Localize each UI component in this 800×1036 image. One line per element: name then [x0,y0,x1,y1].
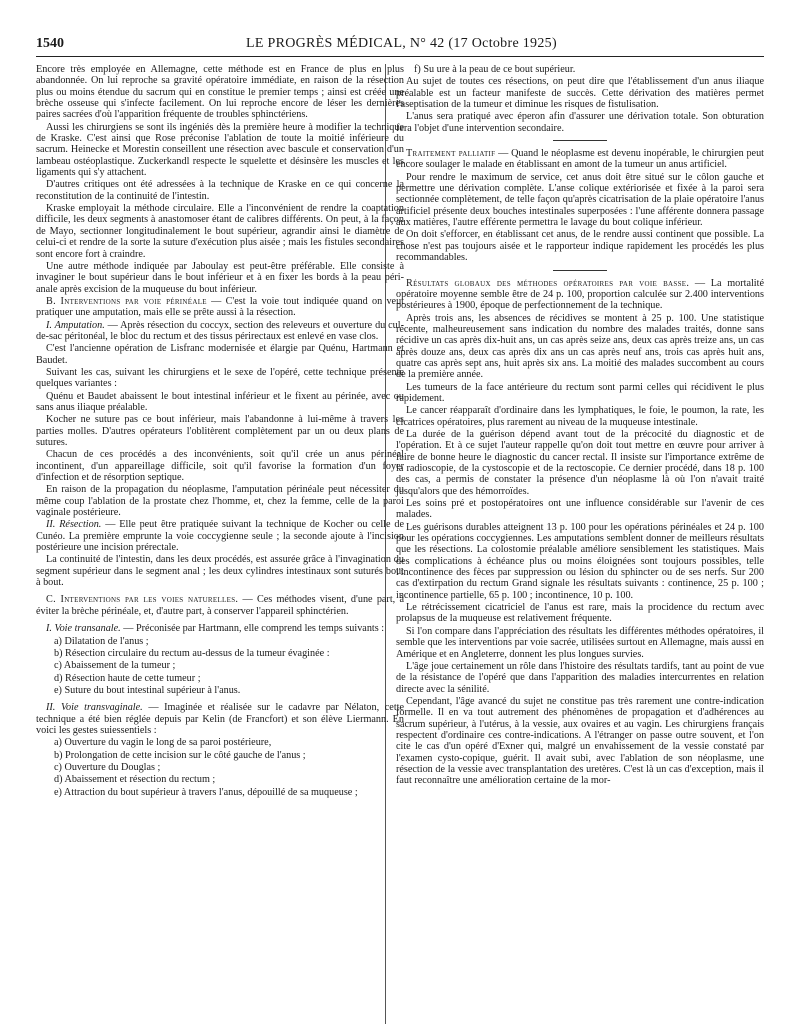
list-item: a) Dilatation de l'anus ; [54,635,149,647]
paragraph: Les soins pré et postopératoires ont une influence considérable sur l'avenir de ces malades. [396,498,764,521]
paragraph: Kocher ne suture pas ce bout inférieur, mais l'abandonne à lui-même à travers les parties molles. D'autres opérateurs l'oblitèrent complètement par un ou deux plans de sutures. [36,414,404,448]
list-item: d) Résection haute de cette tumeur ; [54,672,201,684]
section-heading: Traitement palliatif [406,148,496,160]
list-item: d) Abaissement et résection du rectum ; [54,774,216,786]
paragraph: L'âge joue certainement un rôle dans l'histoire des résultats tardifs, tant au point de vue de la résistance de l'opéré que dans l'apparition des maladies intercurrentes en relation directe avec la sénilité. [396,660,764,695]
list-item: a) Ouverture du vagin le long de sa paroi postérieure, [54,737,272,749]
subsection-heading: II. Voie transvaginale. [46,702,143,714]
subsection-text: — Après résection du coccyx, section des releveurs et ouverture du cul-de-sac péritonéal, le bloc du rectum et des tissus périrectaux est enlevé en vase clos. [36,319,404,342]
paragraph: Le rétrécissement cicatriciel de l'anus est rare, mais la procidence du rectum avec prolapsus de la muqueuse est relativement fréquente. [396,602,764,625]
section-resultats [396,278,764,312]
section-palliatif [396,148,764,171]
paragraph: L'anus sera pratiqué avec éperon afin d'assurer une dérivation totale. Son obturation fera l'objet d'une intervention secondaire. [396,111,764,134]
paragraph: La continuité de l'intestin, dans les deux procédés, est assurée grâce à l'invagination du segment supérieur dans le segment anal ; les deux cylindres intestinaux sont suturés bout à bout. [36,554,404,589]
section-text: — C'est la voie tout indiquée quand on veut pratiquer une amputation, mais elle se prête aussi à la résection. [36,295,404,319]
paragraph: Les tumeurs de la face antérieure du rectum sont parmi celles qui récidivent le plus rapidement. [396,381,764,404]
section-rule [553,270,607,271]
paragraph: La durée de la guérison dépend avant tout de la précocité du diagnostic et de l'opération. Et à ce sujet l'auteur rappelle qu'on doit tout mettre en œuvre pour arriver à faire de bonne heure le diagnostic du cancer rectal. Il insiste sur l'importance extrême de la radioscopie, de la cystoscopie et de la rectoscopie. Ce dernier procédé, dans 18 p. 100 des cas, a permis de constater la présence d'un néoplasme là où l'on n'avait traité jusqu'alors que des hémorroïdes. [396,428,764,497]
section-text: — Ces méthodes visent, d'une part, à éviter la brèche périnéale, et, d'autre part, à conserver l'appareil sphinctérien. [36,594,404,617]
paragraph: Quénu et Baudet abaissent le bout intestinal inférieur et le fixent au périnée, avec ou sans anus iliaque préalable. [36,390,404,413]
paragraph: Le cancer réapparaît d'ordinaire dans les lymphatiques, le foie, le poumon, la rate, les cicatrices opératoires, plus rarement au niveau de la muqueuse intestinale. [396,405,764,428]
subsection-text: — Préconisée par Hartmann, elle comprend les temps suivants : [120,623,385,635]
section-rule [553,140,607,141]
list-item: b) Résection circulaire du rectum au-dessus de la tumeur évaginée : [54,647,330,659]
list-item: c) Abaissement de la tumeur ; [54,660,176,672]
paragraph: Au sujet de toutes ces résections, on peut dire que l'établissement d'un anus iliaque préalable est un facteur manifeste de succès. Cette dérivation des matières permet l'aseptisation de la tumeur et diminue les risques de fistulisation. [396,76,764,111]
journal-running-head: LE PROGRÈS MÉDICAL, N° 42 (17 Octobre 1925) [246,36,557,51]
section-heading: Résultats globaux des méthodes opératoires par voie basse. [406,277,690,289]
paragraph: Kraske employait la méthode circulaire. Elle a l'inconvénient de rendre la coaptation difficile, les deux segments à anastomoser étant de calibres différents. On peut, à la façon de Mayo, sectionner longitudinalement le bout supérieur, agrandir ainsi le diamètre de celui-ci et rendre de la sorte la suture d'exécution plus aisée ; mais les fistules secondaires sont encore fort à craindre. [36,203,404,260]
paragraph: C'est l'ancienne opération de Lisfranc modernisée et élargie par Quénu, Hartmann et Baudet. [36,343,404,366]
section-heading: C. Interventions par les voies naturelles. [46,594,239,606]
page-header [36,36,764,57]
right-column [396,64,764,788]
subsection-text: — Imaginée et réalisée sur le cadavre par Nélaton, cette technique a été bien réglée depuis par Kelin (de Francfort) et son élève Liermann. En voici les gestes suiessentiels : [36,702,404,736]
section-c [36,594,404,617]
paragraph: D'autres critiques ont été adressées à la technique de Kraske en ce qui concerne la reconstitution de la continuité de l'intestin. [36,179,404,202]
left-column [36,64,404,799]
section-text: — La mortalité opératoire moyenne semble être de 24 p. 100, proportion calculée sur 2.400 interventions postérieures à 1900, époque de perfectionnement de la technique. [396,277,764,312]
paragraph: Après trois ans, les absences de récidives se montent à 25 p. 100. Une statistique récente, malheureusement sans indication du nombre des malades traités, donne sans récidive un cas après dix-huit ans, un cas après seize ans, deux cas après treize ans, un cas après douze ans, deux cas après dix ans un cas après neuf ans, trois cas après huit ans, quatre cas après sept ans, huit après six ans. La moitié des malades succombent au cours de la première année. [396,312,764,381]
paragraph: Si l'on compare dans l'appréciation des résultats les différentes méthodes opératoires, il semble que les interventions par voie sacrée, utilisées surtout en Allemagne, mais aussi en Amérique et en Angleterre, donnent les plus longues survies. [396,625,764,660]
list-item: b) Prolongation de cette incision sur le côté gauche de l'anus ; [54,749,306,761]
paragraph: Cependant, l'âge avancé du sujet ne constitue pas très rarement une contre-indication formelle. Il en va tout autrement des phénomènes de propagation et d'adhérences au sacrum supérieur, à l'utérus, à la vessie, aux ovaires et au vagin. Les chirurgiens français respectent d'ordinaire ces contre-indications. A l'étranger on passe outre souvent, et l'on cite le cas d'un opéré d'Exner qui, malgré un envahissement de la vessie constaté par l'examen cysto-copique, guérit. Il avait subi, avec l'ablation de son néoplasme, une résection de la vessie avec transplantation des uretères. C'est là un cas d'exception, mais il faut reconnaître une amélioration certaine de la mor- [396,695,764,787]
subsection-transvaginale [36,702,404,736]
list-item: c) Ouverture du Douglas ; [54,761,161,773]
paragraph: Les guérisons durables atteignent 13 p. 100 pour les opérations périnéales et 24 p. 100 pour les opérations coccygiennes. Les amputations semblent donner de meilleurs résultats que les résections. La colostomie préalable améliore sensiblement les statistiques. Mais des complications à échéance plus ou moins éloignées sont toujours possibles, telle l'incontinence des fèces par suppression ou lésion du sphincter ou de ses nerfs. Sur 200 cas d'extirpation du rectum Grand signale les résultats suivants : continence, 25 p. 100 ; incontinence partielle, 65 p. 100 ; incontinence, 10 p. 100. [396,521,764,601]
list-item: f) Su ure à la peau de ce bout supérieur. [414,64,576,75]
subsection-amputation [36,320,404,343]
paragraph: Aussi les chirurgiens se sont ils ingéniés dès la première heure à modifier la technique de Kraske. C'est ainsi que Rose préconise l'ablation de toute la moitié inférieure du sacrum. Heinecke et Morestin conseillent une résection avec bascule et conservation d'un lambeau ostéoplastique. Zuckerkandl respecte le squelette et désinsère les muscles et les ligaments qui s'y attachent. [36,121,404,179]
section-text: — Quand le néoplasme est devenu inopérable, le chirurgien peut encore soulager le malade en établissant en amont de la tumeur un anus artificiel. [396,148,764,171]
subsection-transanale [36,623,404,634]
paragraph: On doit s'efforcer, en établissant cet anus, de le rendre aussi continent que possible. La chose n'est pas toujours aisée et le rapporteur indique rapidement les procédés les plus recommandables. [396,229,764,264]
list-item: e) Attraction du bout supérieur à travers l'anus, dépouillé de sa muqueuse ; [54,786,358,798]
paragraph: Chacun de ces procédés a des inconvénients, soit qu'il crée un anus périnéal incontinent, d'un appareillage difficile, soit qu'il favorise la formation d'un foyer d'infection et de résorption septique. [36,449,404,484]
paragraph: Pour rendre le maximum de service, cet anus doit être situé sur le côlon gauche et permettre une dérivation complète. L'anse colique extériorisée et fixée à la paroi sera sectionnée complètement, de telle façon qu'après cicatrisation de la plaie opératoire l'anus artificiel présente deux bouches intestinales superposées : l'une afférente donnera passage aux matières, l'autre efférente permettra le lavage du bout colique inférieur. [396,171,764,229]
paragraph: Une autre méthode indiquée par Jaboulay est peut-être préférable. Elle consiste à invaginer le bout supérieur dans le bout inférieur et à en fixer les bords à la peau péri-anale après excision de la muqueuse du bout inférieur. [36,260,404,295]
section-heading: B. Interventions par voie périnéale [46,295,207,307]
paragraph: Encore très employée en Allemagne, cette méthode est en France de plus en plus abandonnée. On lui reproche sa gravité opératoire immédiate, en raison de la résection plus ou moins étendue du sacrum qui en constitue le premier temps ; ainsi est créée une brèche osseuse qui s'infecte facilement. On lui reproche encore de léser les dernières paires sacrées d'où l'apparition fréquente de troubles sphinctériens. [36,64,404,121]
section-b [36,296,404,319]
subsection-heading: I. Amputation. [46,319,105,331]
subsection-resection [36,519,404,553]
list-item: e) Suture du bout intestinal supérieur à l'anus. [54,684,241,696]
paragraph: Suivant les cas, suivant les chirurgiens et le sexe de l'opéré, cette technique présente quelques variantes : [36,366,404,390]
page-number: 1540 [36,36,64,51]
subsection-heading: II. Résection. [46,519,102,531]
subsection-text: — Elle peut être pratiquée suivant la technique de Kocher ou celle de Cunéo. La première emprunte la voie coccygienne seule ; la seconde ajoute à l'incision postérieure une incision prérectale. [36,519,404,554]
paragraph: En raison de la propagation du néoplasme, l'amputation périnéale peut nécessiter du même coup l'ablation de la prostate chez l'homme, et, chez la femme, celle de la paroi vaginale postérieure. [36,484,404,519]
subsection-heading: I. Voie transanale. [46,623,121,635]
